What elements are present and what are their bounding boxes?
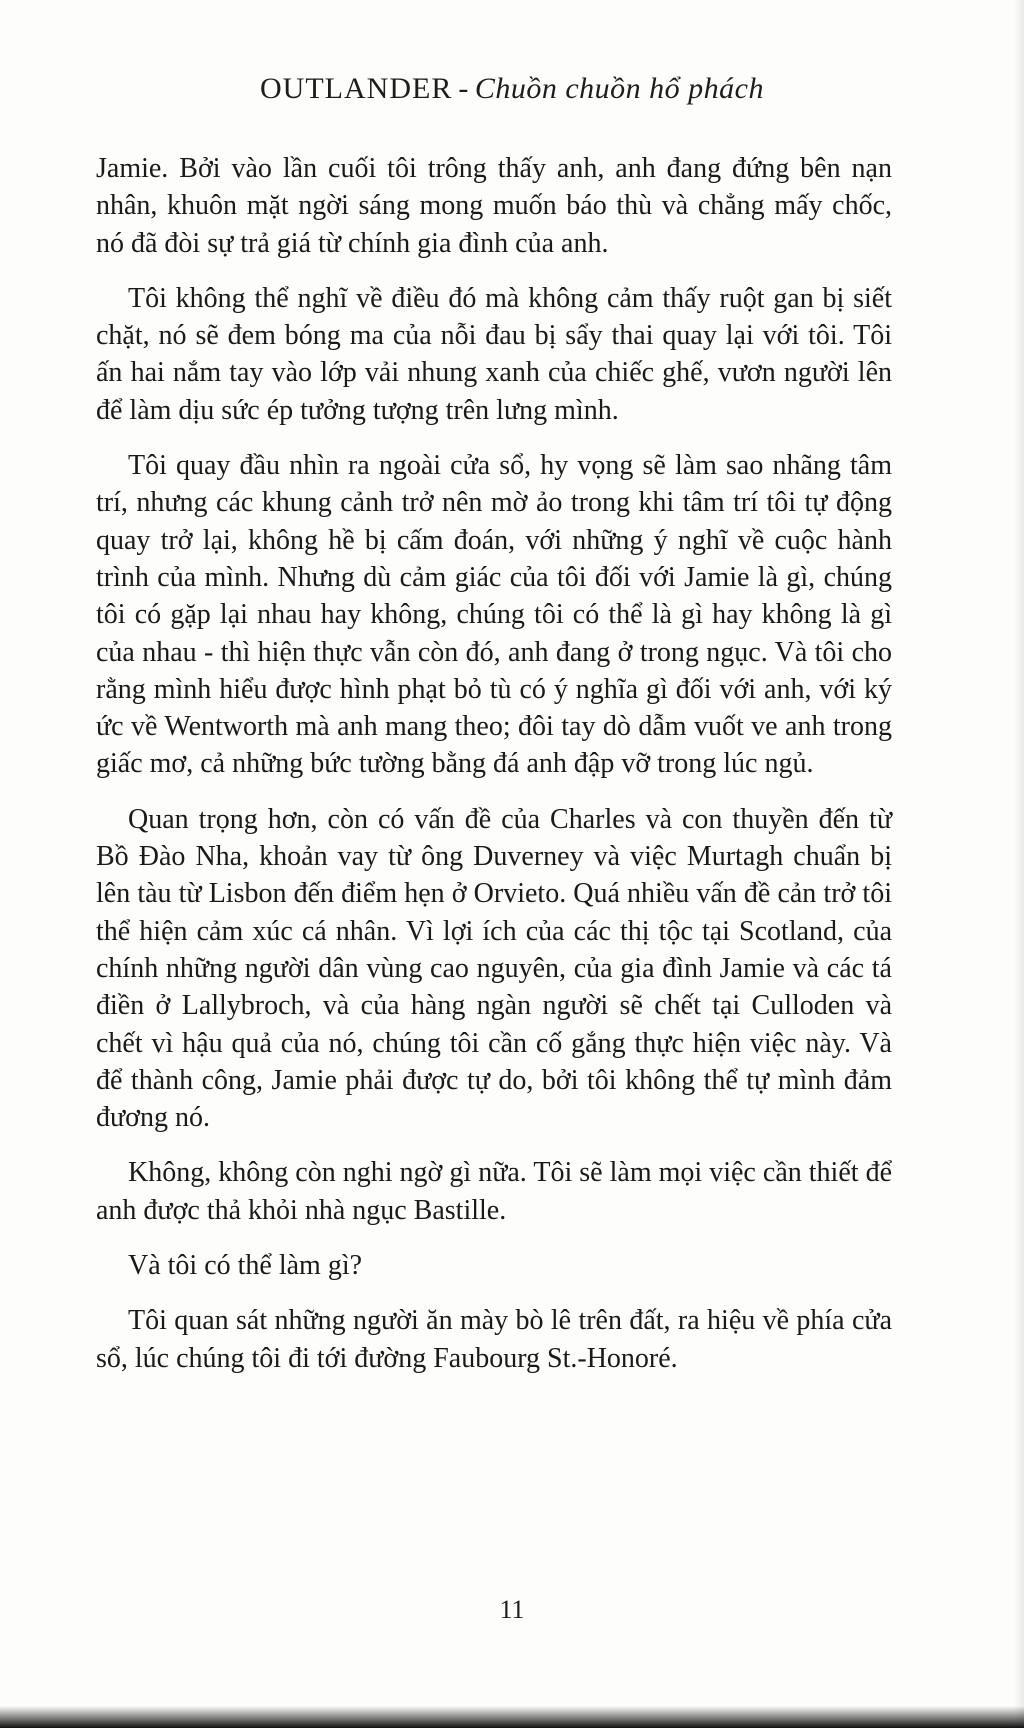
- paragraph: Tôi quay đầu nhìn ra ngoài cửa sổ, hy vọng sẽ làm sao nhãng tâm trí, nhưng các khung cảnh trở nên mờ ảo trong khi tâm trí tôi tự động quay trở lại, không hề bị cấm đoán, với những ý nghĩ về cuộc hành trình của mình. Nhưng dù cảm giác của tôi đối với Jamie là gì, chúng tôi có gặp lại nhau hay không, chúng tôi có thể là gì hay không là gì của nhau - thì hiện thực vẫn còn đó, anh đang ở trong ngục. Và tôi cho rằng mình hiểu được hình phạt bỏ tù có ý nghĩa gì đối với anh, với ký ức về Wentworth mà anh mang theo; đôi tay dò dẫm vuốt ve anh trong giấc mơ, cả những bức tường bằng đá anh đập vỡ trong lúc ngủ.: [96, 450, 892, 780]
- series-title: OUTLANDER: [260, 72, 453, 105]
- paragraph: Jamie. Bởi vào lần cuối tôi trông thấy anh, anh đang đứng bên nạn nhân, khuôn mặt ngời sáng mong muốn báo thù và chẳng mấy chốc, nó đã đòi sự trả giá từ chính gia đình của anh.: [96, 153, 892, 259]
- header-separator: -: [458, 72, 469, 105]
- book-subtitle: Chuồn chuồn hổ phách: [474, 72, 764, 105]
- paragraph: Tôi quan sát những người ăn mày bò lê trên đất, ra hiệu về phía cửa sổ, lúc chúng tôi đi tới đường Faubourg St.-Honoré.: [96, 1305, 892, 1374]
- paragraph: Và tôi có thể làm gì?: [128, 1250, 363, 1282]
- body-text: [96, 150, 892, 1395]
- page-number: 11: [499, 1595, 525, 1624]
- paragraph: Tôi không thể nghĩ về điều đó mà không cảm thấy ruột gan bị siết chặt, nó sẽ đem bóng ma của nỗi đau bị sẩy thai quay lại với tôi. Tôi ấn hai nắm tay vào lớp vải nhung xanh của chiếc ghế, vươn người lên để làm dịu sức ép tưởng tượng trên lưng mình.: [96, 282, 892, 426]
- paragraph: Không, không còn nghi ngờ gì nữa. Tôi sẽ làm mọi việc cần thiết để anh được thả khỏi nhà ngục Bastille.: [96, 1157, 892, 1226]
- page-edge-shadow: [1014, 0, 1024, 1728]
- running-header: [0, 72, 1024, 106]
- bottom-edge-shadow: [0, 1706, 1024, 1728]
- paragraph: Quan trọng hơn, còn có vấn đề của Charles và con thuyền đến từ Bồ Đào Nha, khoản vay từ ông Duverney và việc Murtagh chuẩn bị lên tàu từ Lisbon đến điểm hẹn ở Orvieto. Quá nhiều vấn đề cản trở tôi thể hiện cảm xúc cá nhân. Vì lợi ích của các thị tộc tại Scotland, của chính những người dân vùng cao nguyên, của gia đình Jamie và các tá điền ở Lallybroch, và của hàng ngàn người sẽ chết tại Culloden và chết vì hậu quả của nó, chúng tôi cần cố gắng thực hiện việc này. Và để thành công, Jamie phải được tự do, bởi tôi không thể tự mình đảm đương nó.: [96, 803, 892, 1134]
